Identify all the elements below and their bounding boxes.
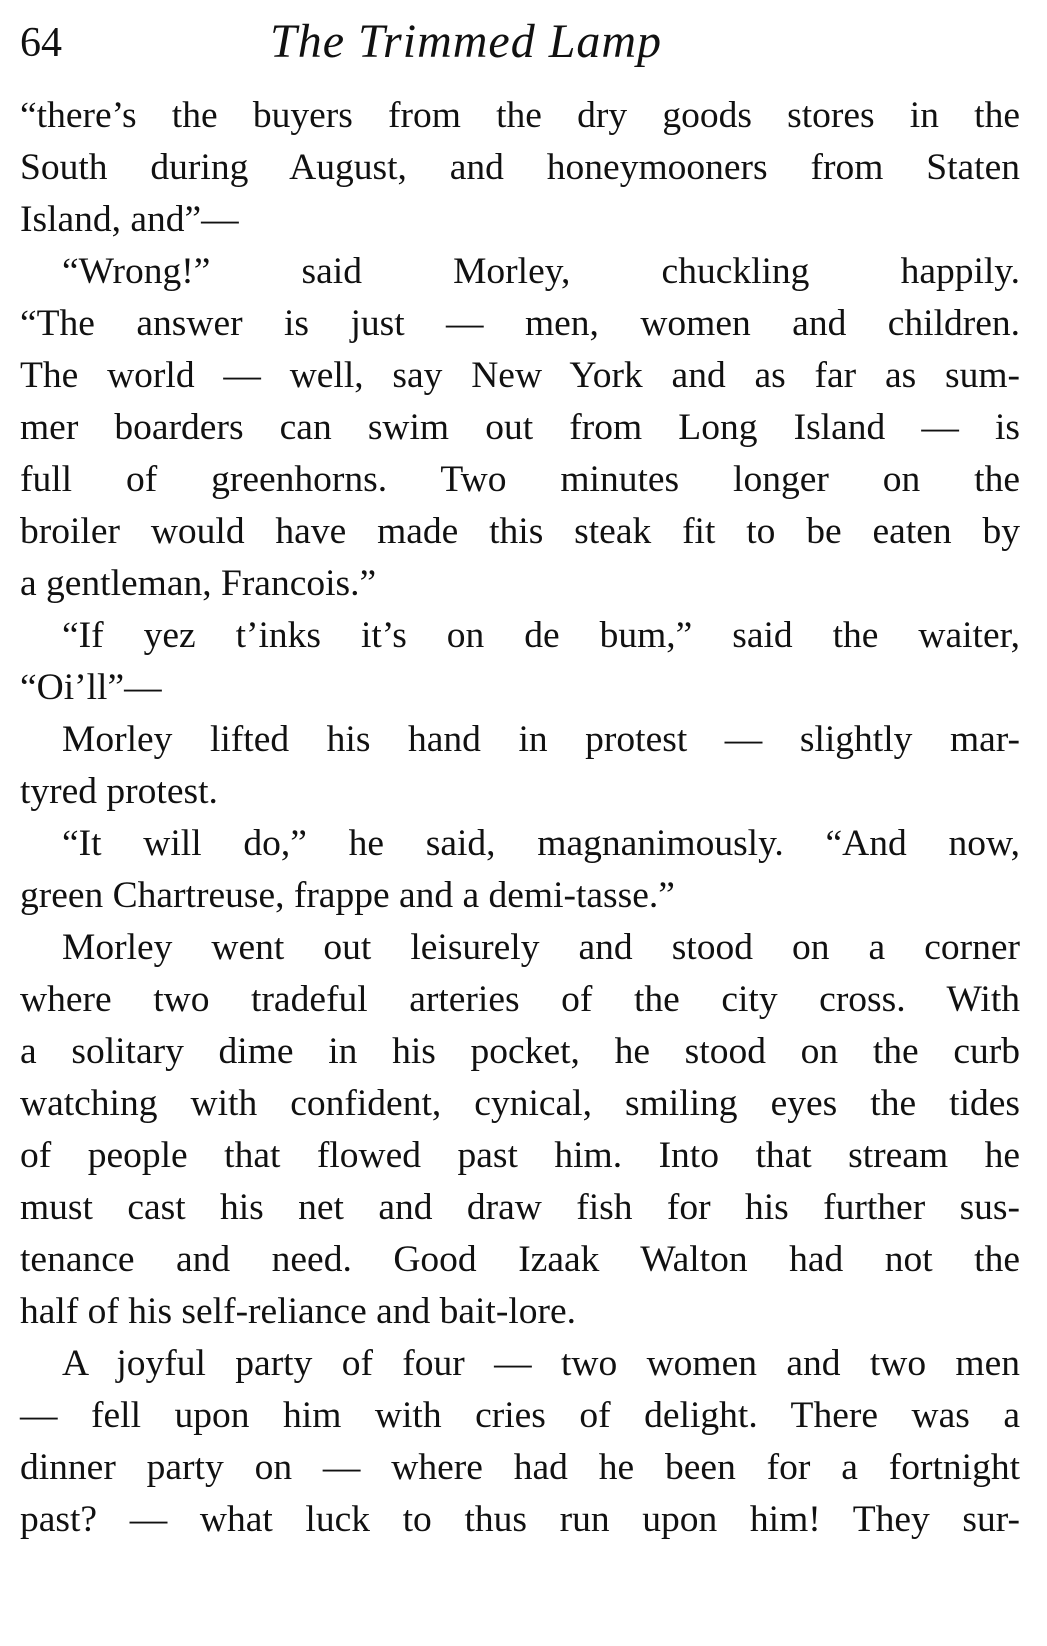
text-line: The world — well, say New York and as far as sum- xyxy=(20,355,1020,396)
running-title: The Trimmed Lamp xyxy=(270,15,663,68)
text-line: mer boarders can swim out from Long Island — is xyxy=(20,407,1020,448)
text-line: South during August, and honeymooners from Staten xyxy=(20,147,1020,188)
page-number: 64 xyxy=(20,20,62,66)
text-line: “Oi’ll”— xyxy=(20,667,162,708)
text-line: past? — what luck to thus run upon him! They sur- xyxy=(20,1499,1020,1540)
text-line: Island, and”— xyxy=(20,199,239,240)
body-text xyxy=(20,90,1020,1546)
text-line: Morley went out leisurely and stood on a corner xyxy=(62,927,1020,968)
text-line: “If yez t’inks it’s on de bum,” said the waiter, xyxy=(62,615,1020,656)
page-header xyxy=(20,10,1020,74)
text-line: a gentleman, Francois.” xyxy=(20,563,377,604)
text-line: tenance and need. Good Izaak Walton had not the xyxy=(20,1239,1020,1280)
text-line: tyred protest. xyxy=(20,771,218,812)
text-line: “Wrong!” said Morley, chuckling happily. xyxy=(62,251,1020,292)
text-line: dinner party on — where had he been for a fortnight xyxy=(20,1447,1020,1488)
text-line: “there’s the buyers from the dry goods stores in the xyxy=(20,95,1020,136)
text-line: of people that flowed past him. Into that stream he xyxy=(20,1135,1020,1176)
text-line: broiler would have made this steak fit to be eaten by xyxy=(20,511,1020,552)
text-line: — fell upon him with cries of delight. There was a xyxy=(20,1395,1020,1436)
text-line: green Chartreuse, frappe and a demi-tasse.” xyxy=(20,875,675,916)
text-line: a solitary dime in his pocket, he stood on the curb xyxy=(20,1031,1020,1072)
text-line: where two tradeful arteries of the city cross. With xyxy=(20,979,1020,1020)
text-line: must cast his net and draw fish for his further sus- xyxy=(20,1187,1020,1228)
text-line: Morley lifted his hand in protest — slightly mar- xyxy=(62,719,1020,760)
text-line: “It will do,” he said, magnanimously. “And now, xyxy=(62,823,1020,864)
text-line: full of greenhorns. Two minutes longer on the xyxy=(20,459,1020,500)
text-line: A joyful party of four — two women and two men xyxy=(62,1343,1020,1384)
text-line: half of his self-reliance and bait-lore. xyxy=(20,1291,576,1332)
text-line: “The answer is just — men, women and children. xyxy=(20,303,1020,344)
text-line: watching with confident, cynical, smiling eyes the tides xyxy=(20,1083,1020,1124)
